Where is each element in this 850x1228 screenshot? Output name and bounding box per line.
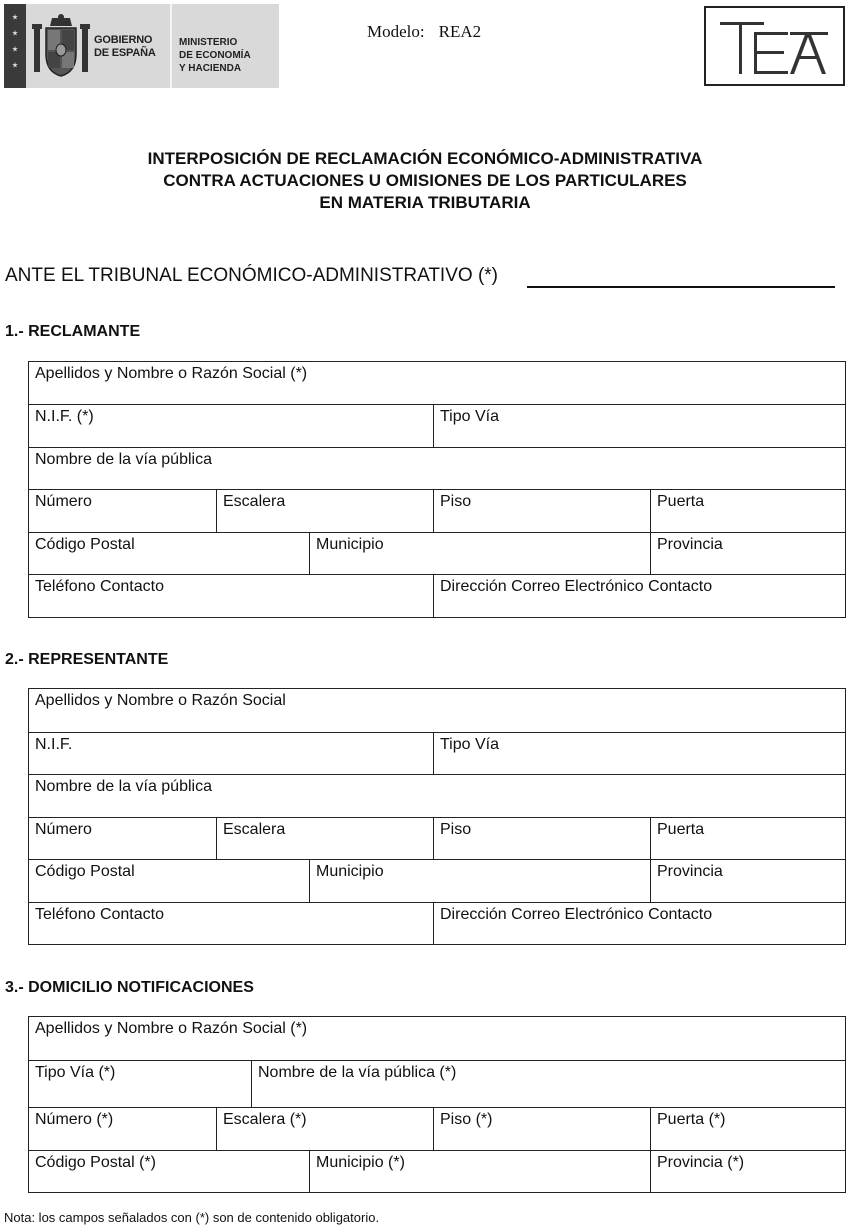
modelo-label-text: Modelo: <box>367 22 425 41</box>
field-via[interactable]: Nombre de la vía pública <box>35 451 212 468</box>
form-row <box>29 689 845 732</box>
logo-divider <box>170 4 172 88</box>
field-escalera[interactable]: Escalera <box>216 818 433 859</box>
star-icon <box>12 46 18 52</box>
star-icon <box>12 62 18 68</box>
field-email[interactable]: Dirección Correo Electrónico Contacto <box>433 575 845 617</box>
field-puerta[interactable]: Puerta (*) <box>650 1108 845 1150</box>
field-nif[interactable]: N.I.F. (*) <box>35 408 94 425</box>
field-numero[interactable]: Número <box>35 821 92 838</box>
field-tipo-via[interactable]: Tipo Vía (*) <box>35 1064 116 1081</box>
field-telefono[interactable]: Teléfono Contacto <box>35 906 164 923</box>
field-email[interactable]: Dirección Correo Electrónico Contacto <box>433 903 845 944</box>
section-heading-representante: 2.- REPRESENTANTE <box>5 651 169 668</box>
field-telefono[interactable]: Teléfono Contacto <box>35 578 164 595</box>
star-icon <box>12 30 18 36</box>
field-provincia[interactable]: Provincia <box>650 533 845 574</box>
tea-logo-icon <box>706 8 843 84</box>
field-escalera[interactable]: Escalera <box>216 490 433 532</box>
form-row <box>29 362 845 404</box>
form-row <box>29 774 845 817</box>
field-municipio[interactable]: Municipio <box>309 533 650 574</box>
field-nombre[interactable]: Apellidos y Nombre o Razón Social (*) <box>35 1020 308 1037</box>
field-municipio[interactable]: Municipio (*) <box>309 1151 650 1192</box>
ministerio-line: DE ECONOMÍA <box>179 50 251 61</box>
field-via[interactable]: Nombre de la vía pública (*) <box>251 1061 845 1107</box>
form-row <box>29 817 845 859</box>
field-codigo-postal[interactable]: Código Postal <box>35 536 135 553</box>
tribunal-input-line[interactable] <box>527 286 835 288</box>
field-codigo-postal[interactable]: Código Postal <box>35 863 135 880</box>
form-row <box>29 1107 845 1150</box>
title-line: INTERPOSICIÓN DE RECLAMACIÓN ECONÓMICO-ADMINISTRATIVA <box>147 149 703 168</box>
representante-form <box>28 688 846 945</box>
field-puerta[interactable]: Puerta <box>650 818 845 859</box>
form-row <box>29 447 845 489</box>
field-tipo-via[interactable]: Tipo Vía <box>433 405 845 447</box>
section-heading-domicilio: 3.- DOMICILIO NOTIFICACIONES <box>5 979 254 996</box>
form-row <box>29 1060 845 1107</box>
flag-stripe <box>4 4 26 88</box>
gobierno-line: DE ESPAÑA <box>94 47 156 59</box>
form-row <box>29 902 845 944</box>
form-row <box>29 1150 845 1192</box>
gobierno-text <box>94 34 156 60</box>
form-row <box>29 404 845 447</box>
ministerio-line: Y HACIENDA <box>179 63 242 74</box>
form-row <box>29 532 845 574</box>
document-title <box>0 148 850 214</box>
domicilio-form <box>28 1016 846 1193</box>
field-via[interactable]: Nombre de la vía pública <box>35 778 212 795</box>
footnote: Nota: los campos señalados con (*) son de contenido obligatorio. <box>4 1210 380 1225</box>
field-escalera[interactable]: Escalera (*) <box>216 1108 433 1150</box>
modelo-label <box>367 22 481 42</box>
modelo-code: REA2 <box>438 22 482 41</box>
field-provincia[interactable]: Provincia <box>650 860 845 902</box>
title-line: CONTRA ACTUACIONES U OMISIONES DE LOS PARTICULARES <box>163 171 687 190</box>
star-icon <box>12 14 18 20</box>
field-piso[interactable]: Piso <box>433 818 650 859</box>
coat-of-arms-icon <box>32 14 90 80</box>
form-row <box>29 859 845 902</box>
field-provincia[interactable]: Provincia (*) <box>650 1151 845 1192</box>
field-nombre[interactable]: Apellidos y Nombre o Razón Social (*) <box>35 365 308 382</box>
field-numero[interactable]: Número <box>35 493 92 510</box>
field-codigo-postal[interactable]: Código Postal (*) <box>35 1154 156 1171</box>
field-municipio[interactable]: Municipio <box>309 860 650 902</box>
field-piso[interactable]: Piso <box>433 490 650 532</box>
field-puerta[interactable]: Puerta <box>650 490 845 532</box>
gobierno-logo <box>4 4 279 88</box>
section-heading-reclamante: 1.- RECLAMANTE <box>5 323 141 340</box>
title-line: EN MATERIA TRIBUTARIA <box>319 193 531 212</box>
form-row <box>29 1017 845 1060</box>
ministerio-text <box>179 36 251 75</box>
field-nombre[interactable]: Apellidos y Nombre o Razón Social <box>35 692 286 709</box>
field-tipo-via[interactable]: Tipo Vía <box>433 733 845 774</box>
reclamante-form <box>28 361 846 618</box>
form-row <box>29 732 845 774</box>
field-nif[interactable]: N.I.F. <box>35 736 73 753</box>
tea-logo <box>704 6 845 86</box>
field-numero[interactable]: Número (*) <box>35 1111 114 1128</box>
form-row <box>29 489 845 532</box>
form-row <box>29 574 845 617</box>
tribunal-label: ANTE EL TRIBUNAL ECONÓMICO-ADMINISTRATIVO (*) <box>5 265 498 286</box>
ministerio-line: MINISTERIO <box>179 37 238 48</box>
field-piso[interactable]: Piso (*) <box>433 1108 650 1150</box>
gobierno-line: GOBIERNO <box>94 34 153 46</box>
